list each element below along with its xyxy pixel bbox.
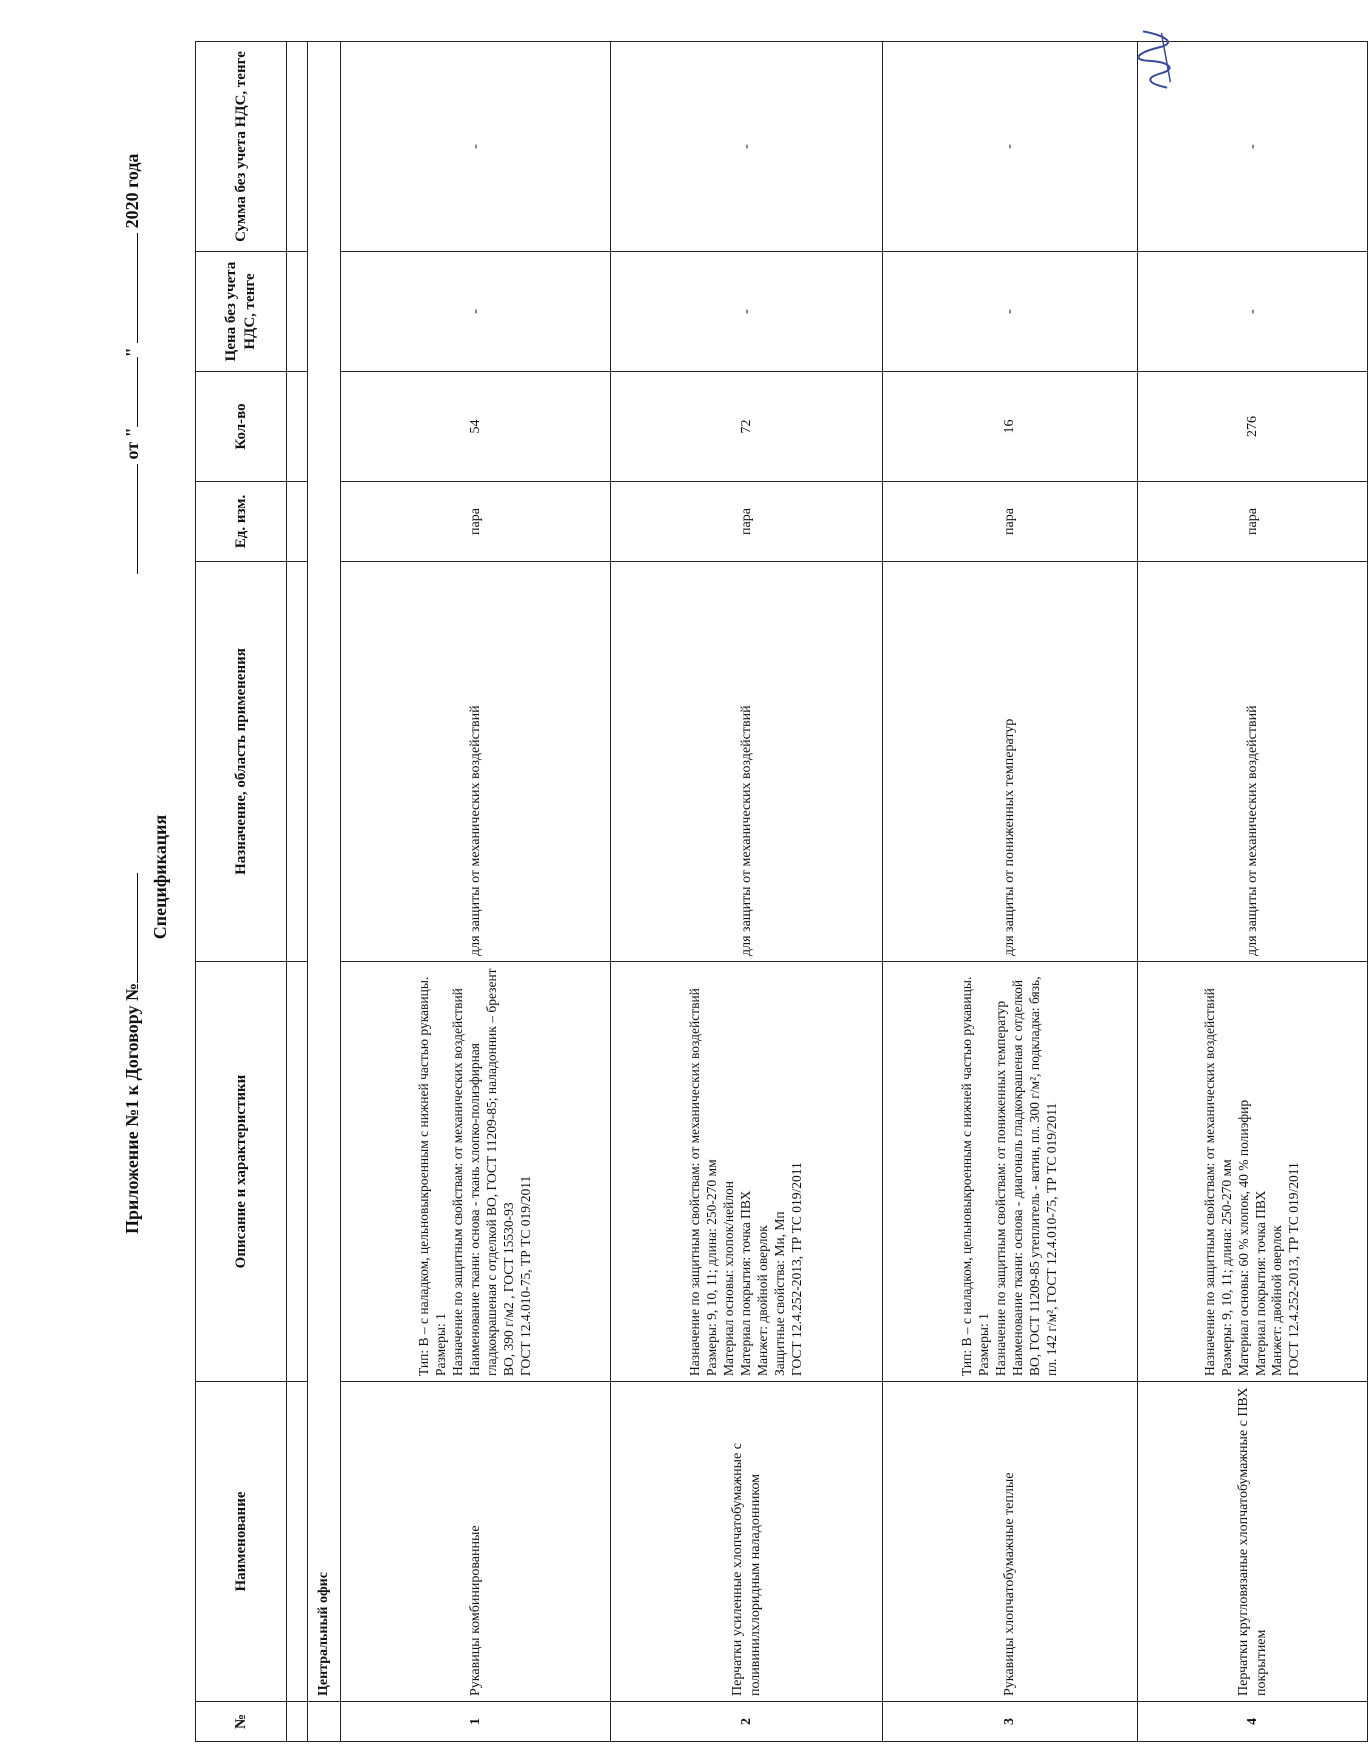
spacer-row: [287, 42, 308, 1742]
desc-line: Назначение по защитным свойствам: от механических воздействий: [687, 988, 703, 1376]
row-sum: -: [883, 42, 1138, 252]
desc-line: Размеры: 9, 10, 11; длина: 250-270 мм: [1218, 1159, 1234, 1376]
desc-line: Назначение по защитным свойствам: от механических воздействий: [450, 988, 466, 1376]
row-unit: пара: [341, 482, 611, 562]
row-name: Рукавицы хлопчатобумажные теплые: [883, 1382, 1138, 1702]
row-unit: пара: [611, 482, 883, 562]
date-prefix: от ": [122, 427, 142, 460]
desc-line: Материал покрытия: точка ПВХ: [738, 1190, 754, 1376]
row-num: 3: [883, 1702, 1138, 1742]
date-day-blank: [123, 357, 138, 427]
row-name: Перчатки кругловязаные хлопчатобумажные с ПВХ покрытием: [1138, 1382, 1368, 1702]
spec-table: [195, 41, 1368, 1742]
row-sum: -: [341, 42, 611, 252]
row-sum: -: [611, 42, 883, 252]
desc-line: Защитные свойства: Ми, Мп: [771, 1211, 787, 1376]
desc-line: Материал покрытия: точка ПВХ: [1252, 1190, 1268, 1376]
desc-line: Манжет: двойной оверлок: [754, 1225, 770, 1376]
desc-line: Размеры: 9, 10, 11; длина: 250-270 мм: [704, 1159, 720, 1376]
table-row: [341, 42, 611, 1742]
col-header-purpose: Назначение, область применения: [196, 562, 287, 962]
desc-line: ГОСТ 12.4.252-2013, ТР ТС 019/2011: [788, 1162, 804, 1376]
col-header-num: №: [196, 1702, 287, 1742]
desc-line: Назначение по защитным свойствам: от механических воздействий: [1201, 988, 1217, 1376]
row-price: -: [341, 252, 611, 372]
desc-line: ГОСТ 12.4.010-75, ТР ТС 019/2011: [517, 1175, 533, 1376]
row-unit: пара: [883, 482, 1138, 562]
row-sum: -: [1138, 42, 1368, 252]
row-unit: пара: [1138, 482, 1368, 562]
col-header-desc: Описание и характеристики: [196, 962, 287, 1382]
desc-line: Назначение по защитным свойствам: от пониженных температур: [993, 1000, 1009, 1376]
row-purpose: для защиты от механических воздействий: [611, 562, 883, 962]
date-mid: ": [122, 347, 142, 358]
row-price: -: [611, 252, 883, 372]
contract-number-blank: [123, 873, 138, 983]
desc-line: Материал основы: 60 % хлопок, 40 % полиэфир: [1235, 1099, 1251, 1376]
document-header: [0, 0, 190, 1754]
desc-line: Наименование ткани: основа - диагональ гладкокрашеная с отделкой ВО, ГОСТ 11209-85 утеплитель - ватин, пл. 300 г/м², подкладка: бязь, пл. 142 г/м², ГОСТ 12.4.010-75, ТР ТС 019/2011: [1010, 976, 1059, 1376]
col-header-price: Цена без учета НДС, тенге: [196, 252, 287, 372]
col-header-unit: Ед. изм.: [196, 482, 287, 562]
row-desc: [341, 962, 611, 1382]
section-title: Центральный офис: [308, 42, 341, 1702]
appendix-prefix: Приложение №1 к Договору №: [122, 982, 142, 1234]
spec-title: Спецификация: [150, 814, 170, 940]
section-row: [308, 42, 341, 1742]
row-qty: 16: [883, 372, 1138, 482]
row-purpose: для защиты от пониженных температур: [883, 562, 1138, 962]
desc-line: ГОСТ 12.4.252-2013, ТР ТС 019/2011: [1286, 1162, 1302, 1376]
table-row: [883, 42, 1138, 1742]
row-num: 2: [611, 1702, 883, 1742]
row-desc: [1138, 962, 1368, 1382]
col-header-qty: Кол-во: [196, 372, 287, 482]
row-qty: 276: [1138, 372, 1368, 482]
row-name: Рукавицы комбинированные: [341, 1382, 611, 1702]
desc-line: Наименование ткани: основа - ткань хлопко-полиэфирная гладкокрашеная с отделкой ВО, ГОСТ 11209-85; наладонник – брезент ВО, 390 г/м2 , ГОСТ 15530-93: [467, 968, 516, 1376]
desc-line: Тип: В – с наладком, цельновыкроенным с нижней частью рукавицы. Размеры: 1: [416, 976, 449, 1376]
desc-line: Тип: В – с наладком, цельновыкроенным с нижней частью рукавицы. Размеры: 1: [959, 976, 992, 1376]
row-qty: 72: [611, 372, 883, 482]
appendix-title: [122, 873, 143, 1234]
desc-line: Материал основы: хлопок/нейлон: [721, 1180, 737, 1376]
date-year: 2020 года: [122, 153, 142, 229]
row-num: 1: [341, 1702, 611, 1742]
row-name: Перчатки усиленные хлопчатобумажные с поливинилхлоридным наладонником: [611, 1382, 883, 1702]
table-header-row: [196, 42, 287, 1742]
row-qty: 54: [341, 372, 611, 482]
desc-line: Манжет: двойной оверлок: [1269, 1225, 1285, 1376]
table-row: [1138, 42, 1368, 1742]
row-desc: [611, 962, 883, 1382]
row-price: -: [883, 252, 1138, 372]
date-blank-lead: [123, 464, 138, 574]
col-header-sum: Сумма без учета НДС, тенге: [196, 42, 287, 252]
table-row: [611, 42, 883, 1742]
col-header-name: Наименование: [196, 1382, 287, 1702]
handwritten-signature: [1130, 22, 1179, 97]
row-price: -: [1138, 252, 1368, 372]
row-purpose: для защиты от механических воздействий: [1138, 562, 1368, 962]
contract-date: [122, 154, 143, 574]
row-num: 4: [1138, 1702, 1368, 1742]
row-purpose: для защиты от механических воздействий: [341, 562, 611, 962]
row-desc: [883, 962, 1138, 1382]
date-month-blank: [123, 233, 138, 343]
